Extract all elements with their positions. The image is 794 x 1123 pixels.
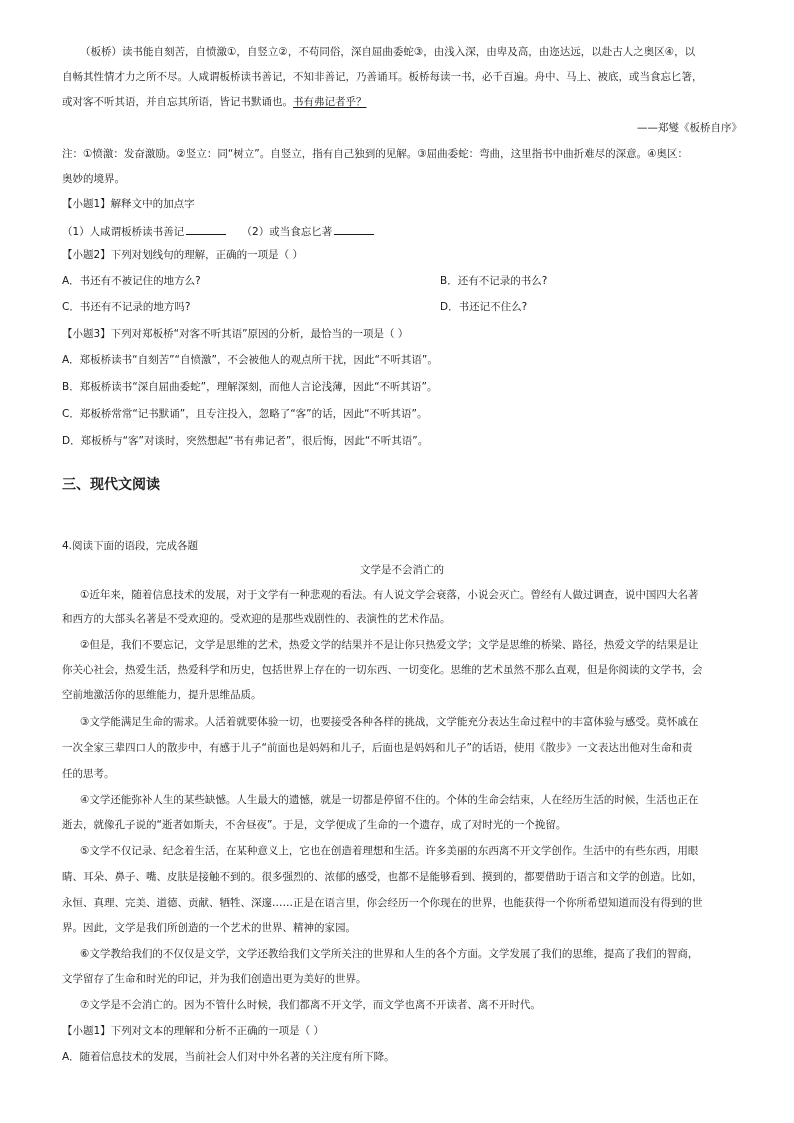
answer-blank-1[interactable] bbox=[186, 223, 226, 235]
q1-3-title: 【小题3】下列对郑板桥“对客不听其语”原因的分析，最恰当的一项是（ ） bbox=[62, 328, 409, 340]
q1-2-row-1 bbox=[62, 274, 742, 288]
section-heading: 三、现代文阅读 bbox=[62, 477, 160, 493]
q1-2-option-a[interactable]: A．书还有不被记住的地方么? bbox=[62, 275, 201, 287]
q1-3-option-a[interactable]: A．郑板桥读书“自刻苦”“自愤激”，不会被他人的观点所干扰，因此“不听其语”。 bbox=[62, 354, 438, 366]
passage1-line-3-text: 或对客不听其语，并自忘其所语，皆记书默诵也。 bbox=[62, 96, 293, 108]
underlined-sentence: 书有弗记者乎？ bbox=[293, 96, 367, 108]
q1-2-option-c[interactable]: C．书还有不记录的地方吗? bbox=[62, 301, 191, 313]
answer-blank-2[interactable] bbox=[334, 223, 374, 235]
article-line-11: ⑤文学不仅记录、纪念着生活，在某种意义上，它也在创造着理想和生活。许多美丽的东西离不开文学创作。生活中的有些东西，用眼 bbox=[80, 845, 699, 857]
passage1-note-2: 奥妙的境界。 bbox=[62, 173, 125, 185]
q1-2-row-2 bbox=[62, 300, 742, 314]
article-line-12: 睛、耳朵、鼻子、嘴、皮肤是接触不到的。很多强烈的、浓郁的感受，也都不是能够看到、摸到的，都要借助于语言和文学的创造。比如， bbox=[62, 871, 703, 883]
article-line-7: 一次全家三辈四口人的散步中，有感于儿子“前面也是妈妈和儿子，后面也是妈妈和儿子”的话语，使用《散步》一文表达出他对生命和责 bbox=[62, 742, 693, 754]
passage1-source: ——郑燮《板桥自序》 bbox=[637, 122, 742, 134]
q1-3-option-b[interactable]: B．郑板桥读书“深自屈曲委蛇”，理解深刻，而他人言论浅薄，因此“不听其语”。 bbox=[62, 381, 438, 393]
q1-2-title: 【小题2】下列对划线句的理解，正确的一项是（ ） bbox=[62, 249, 304, 261]
passage1-line-3 bbox=[62, 95, 742, 109]
q1-3-option-c[interactable]: C．郑板桥常常“记书默诵”，且专注投入，忽略了“客”的话，因此“不听其语”。 bbox=[62, 408, 428, 420]
article-line-2: 和西方的大部头名著是不受欢迎的。受欢迎的是那些戏剧性的、表演性的艺术作品。 bbox=[62, 613, 451, 625]
q1-3-option-d[interactable]: D．郑板桥与“客”对谈时，突然想起“书有弗记者”，很后悔，因此“不听其语”。 bbox=[62, 435, 429, 447]
article-line-5: 空前地激活你的思维能力，提升思维品质。 bbox=[62, 689, 262, 701]
section3-intro: 4.阅读下面的语段，完成各题 bbox=[62, 540, 199, 552]
passage1-line-2: 自畅其性情才力之所不尽。人咸谓板桥读书善记，不知非善记，乃善诵耳。板桥每读一书，必千百遍。舟中、马上、被底，或当食忘匕箸， bbox=[62, 71, 703, 83]
passage1-note-1: 注：①愤激：发奋激励。②竖立：同“树立”。自竖立，指有自己独到的见解。③屈曲委蛇：弯曲，这里指书中曲折难尽的深意。④奥区： bbox=[62, 148, 689, 160]
q1-1-items bbox=[62, 223, 742, 239]
article-title: 文学是不会消亡的 bbox=[360, 564, 444, 576]
article-line-10: 逝去，就像孔子说的“逝者如斯夫，不舍昼夜”。于是，文学便成了生命的一个遗存，成了对时光的一个挽留。 bbox=[62, 819, 567, 831]
q1-2-option-b[interactable]: B．还有不记录的书么? bbox=[440, 275, 548, 287]
article-line-17: ⑦文学是不会消亡的。因为不管什么时候，我们都离不开文学，而文学也离不开读者、离不开时代。 bbox=[80, 999, 541, 1011]
article-line-8: 任的思考。 bbox=[62, 768, 115, 780]
passage1-line-1: （板桥）读书能自刻苦，自愤激①，自竖立②，不苟同俗，深自屈曲委蛇③，由浅入深，由卑及高，由迩达远，以赴古人之奥区④，以 bbox=[80, 46, 696, 58]
q1-1-title: 【小题1】解释文中的加点字 bbox=[62, 198, 195, 210]
article-line-6: ③文学能满足生命的需求。人活着就要体验一切，也要接受各种各样的挑战，文学能充分表达生命过程中的丰富体验与感受。莫怀戚在 bbox=[80, 716, 699, 728]
q1-2-option-d[interactable]: D．书还记不住么? bbox=[440, 301, 528, 313]
q1-1a: （1）人咸谓板桥读书善记 bbox=[62, 226, 185, 238]
article-line-16: 文学留存了生命和时光的印记，并为我们创造出更为美好的世界。 bbox=[62, 973, 367, 985]
article-line-4: 你关心社会，热爱生活，热爱科学和历史，包括世界上存在的一切东西、一切变化。思维的艺术虽然不那么直观，但是你阅读的文学书，会 bbox=[62, 664, 703, 676]
q4-1-title: 【小题1】下列对文本的理解和分析不正确的一项是（ ） bbox=[62, 1025, 325, 1037]
article-line-13: 永恒、真理、完美、道德、贡献、牺牲、深邃……正是在语言里，你会经历一个你现在的世界，也能获得一个你所希望知道而没有得到的世 bbox=[62, 897, 703, 909]
article-line-1: ①近年来，随着信息技术的发展，对于文学有一种悲观的看法。有人说文学会衰落，小说会灭亡。曾经有人做过调查，说中国四大名著 bbox=[80, 589, 699, 601]
article-line-14: 界。因此，文学是我们所创造的一个艺术的世界、精神的家园。 bbox=[62, 922, 356, 934]
article-line-15: ⑥文学教给我们的不仅仅是文学，文学还教给我们文学所关注的世界和人生的各个方面。文学发展了我们的思维，提高了我们的智商， bbox=[80, 948, 699, 960]
article-line-3: ②但是，我们不要忘记，文学是思维的艺术，热爱文学的结果并不是让你只热爱文学；文学是思维的桥梁、路径，热爱文学的结果是让 bbox=[80, 639, 699, 651]
q1-1b: （2）或当食忘匕著 bbox=[241, 226, 333, 238]
article-line-9: ④文学还能弥补人生的某些缺憾。人生最大的遗憾，就是一切都是停留不住的。个体的生命会结束，人在经历生活的时候，生活也正在 bbox=[80, 794, 699, 806]
q4-1-option-a[interactable]: A．随着信息技术的发展，当前社会人们对中外名著的关注度有所下降。 bbox=[62, 1051, 395, 1063]
